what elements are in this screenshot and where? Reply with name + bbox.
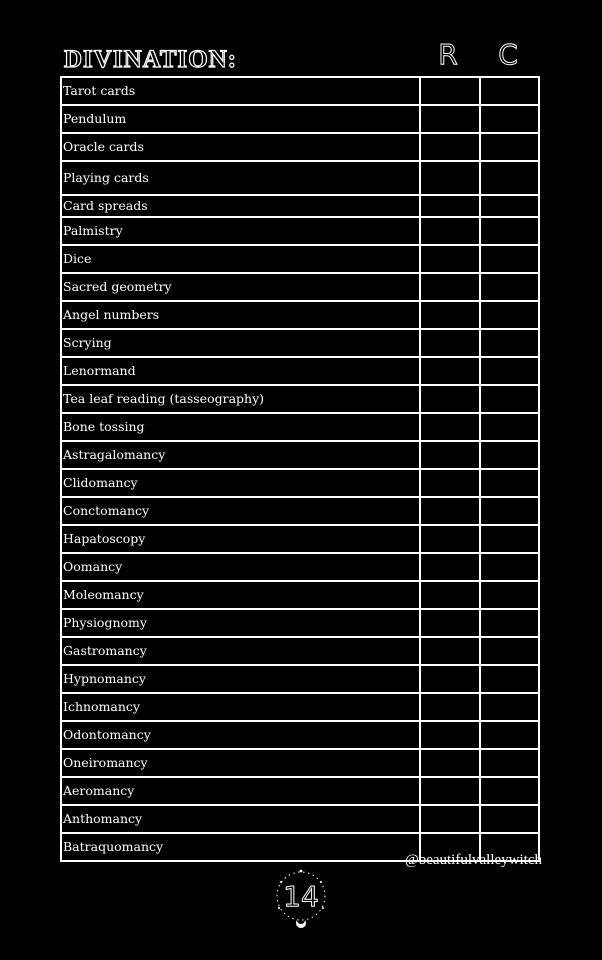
table-row [61,217,539,245]
divination-method-label: Hypnomancy [61,665,420,693]
table-row [61,693,539,721]
checkbox-r[interactable] [420,609,479,637]
divination-method-label: Anthomancy [61,805,420,833]
checkbox-c[interactable] [480,273,539,301]
divination-method-label: Oracle cards [61,133,420,161]
checkbox-c[interactable] [480,469,539,497]
divination-method-label: Gastromancy [61,637,420,665]
checkbox-c[interactable] [480,441,539,469]
divination-method-label: Oomancy [61,553,420,581]
author-handle: @beautifulvalleywitch [404,852,542,868]
checkbox-r[interactable] [420,665,479,693]
divination-method-label: Tarot cards [61,77,420,105]
page-title: DIVINATION: [64,46,238,73]
checkbox-c[interactable] [480,553,539,581]
checkbox-r[interactable] [420,301,479,329]
divination-method-label: Batraquomancy [61,833,420,861]
checkbox-c[interactable] [480,329,539,357]
checkbox-c[interactable] [480,665,539,693]
checkbox-r[interactable] [420,357,479,385]
column-header-c: C [498,38,518,71]
checkbox-c[interactable] [480,749,539,777]
checkbox-r[interactable] [420,721,479,749]
table-row [61,105,539,133]
checkbox-r[interactable] [420,105,479,133]
table-row [61,497,539,525]
checkbox-r[interactable] [420,637,479,665]
checkbox-r[interactable] [420,805,479,833]
checkbox-r[interactable] [420,693,479,721]
checkbox-r[interactable] [420,217,479,245]
checkbox-r[interactable] [420,581,479,609]
divination-method-label: Playing cards [61,161,420,195]
checkbox-c[interactable] [480,525,539,553]
table-row [61,133,539,161]
checkbox-r[interactable] [420,161,479,195]
checkbox-c[interactable] [480,581,539,609]
checkbox-c[interactable] [480,161,539,195]
divination-method-label: Odontomancy [61,721,420,749]
divination-method-label: Sacred geometry [61,273,420,301]
checkbox-c[interactable] [480,637,539,665]
table-row [61,469,539,497]
table-row [61,637,539,665]
checkbox-c[interactable] [480,77,539,105]
divination-checklist-table [60,76,540,862]
divination-method-label: Ichnomancy [61,693,420,721]
checkbox-r[interactable] [420,385,479,413]
checkbox-c[interactable] [480,777,539,805]
table-row [61,195,539,217]
divination-method-label: Scrying [61,329,420,357]
checkbox-r[interactable] [420,133,479,161]
divination-method-label: Palmistry [61,217,420,245]
checkbox-r[interactable] [420,195,479,217]
divination-method-label: Conctomancy [61,497,420,525]
divination-method-label: Card spreads [61,195,420,217]
table-row [61,245,539,273]
divination-method-label: Pendulum [61,105,420,133]
checkbox-r[interactable] [420,553,479,581]
checkbox-c[interactable] [480,217,539,245]
checkbox-r[interactable] [420,441,479,469]
checkbox-c[interactable] [480,385,539,413]
checkbox-c[interactable] [480,133,539,161]
checkbox-c[interactable] [480,301,539,329]
divination-method-label: Moleomancy [61,581,420,609]
divination-method-label: Angel numbers [61,301,420,329]
checkbox-c[interactable] [480,105,539,133]
table-row [61,805,539,833]
divination-method-label: Lenormand [61,357,420,385]
divination-method-label: Bone tossing [61,413,420,441]
checkbox-c[interactable] [480,245,539,273]
divination-method-label: Tea leaf reading (tasseography) [61,385,420,413]
table-row [61,665,539,693]
table-row [61,329,539,357]
checkbox-c[interactable] [480,609,539,637]
checkbox-c[interactable] [480,497,539,525]
checkbox-c[interactable] [480,693,539,721]
table-row [61,357,539,385]
divination-method-label: Clidomancy [61,469,420,497]
table-row [61,609,539,637]
checkbox-r[interactable] [420,273,479,301]
table-row [61,553,539,581]
divination-method-label: Aeromancy [61,777,420,805]
page-number-moon-emblem [271,866,331,930]
table-row [61,413,539,441]
table-row [61,385,539,413]
table-row [61,161,539,195]
table-row [61,749,539,777]
column-header-r: R [438,38,458,71]
table-row [61,777,539,805]
table-row [61,581,539,609]
checkbox-r[interactable] [420,777,479,805]
table-row [61,525,539,553]
table-row [61,721,539,749]
table-row [61,441,539,469]
divination-method-label: Oneiromancy [61,749,420,777]
checkbox-r[interactable] [420,329,479,357]
crescent-moon-icon [296,920,306,928]
checkbox-r[interactable] [420,497,479,525]
checkbox-c[interactable] [480,357,539,385]
checkbox-c[interactable] [480,805,539,833]
table-row [61,77,539,105]
checkbox-c[interactable] [480,195,539,217]
checkbox-c[interactable] [480,721,539,749]
page-number: 14 [283,880,319,913]
checkbox-c[interactable] [480,413,539,441]
checkbox-r[interactable] [420,525,479,553]
divination-method-label: Dice [61,245,420,273]
checkbox-r[interactable] [420,245,479,273]
divination-method-label: Hapatoscopy [61,525,420,553]
divination-method-label: Astragalomancy [61,441,420,469]
checkbox-r[interactable] [420,77,479,105]
checkbox-r[interactable] [420,749,479,777]
divination-method-label: Physiognomy [61,609,420,637]
table-row [61,273,539,301]
checkbox-r[interactable] [420,469,479,497]
table-row [61,301,539,329]
checkbox-r[interactable] [420,413,479,441]
